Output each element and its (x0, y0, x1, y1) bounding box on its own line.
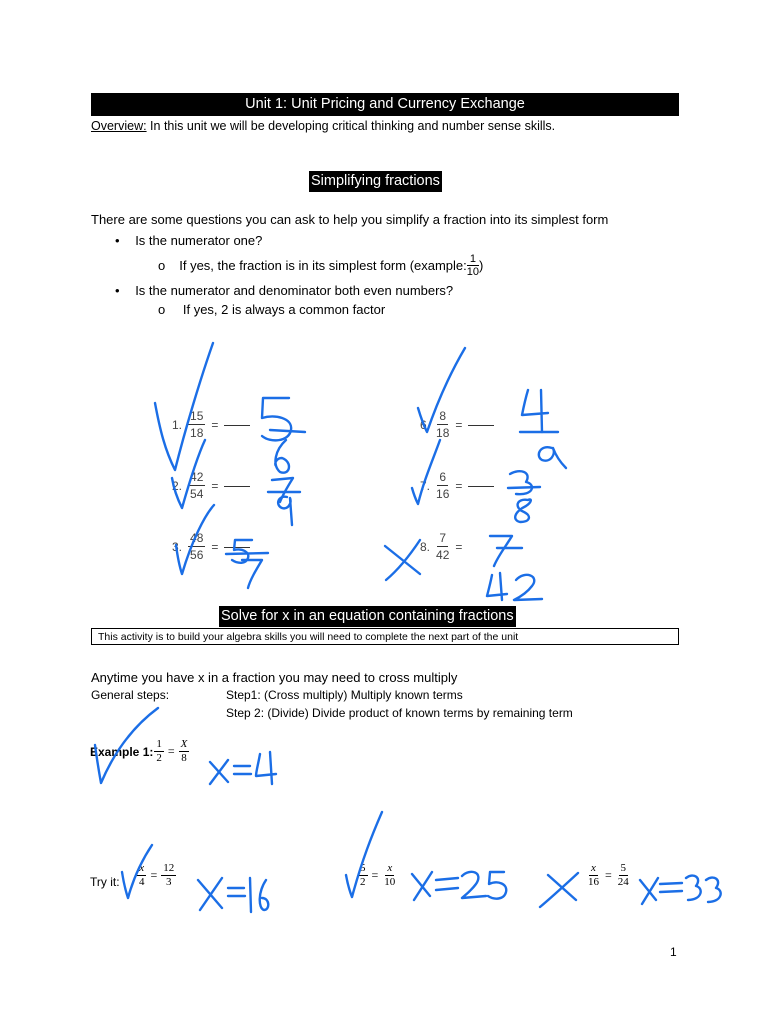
bullet-item (115, 283, 453, 298)
right-fraction (160, 862, 177, 889)
problem-fraction (188, 408, 205, 441)
answer-blank (224, 486, 250, 487)
problem-number: 8. (420, 539, 431, 554)
frac-den: 18 (190, 426, 204, 440)
example-left-fraction (153, 738, 165, 765)
frac-num: x (139, 862, 145, 874)
problem-6 (420, 408, 494, 441)
handwritten-answer (242, 560, 262, 588)
equals-sign: = (455, 478, 463, 493)
frac-den: 24 (617, 876, 629, 888)
handwritten-answer (462, 872, 486, 898)
frac-num: 42 (190, 470, 204, 484)
frac-num: x (387, 862, 393, 874)
frac-num: X (180, 738, 188, 750)
frac-den: 42 (436, 548, 450, 562)
handwritten-answer (490, 536, 512, 566)
frac-den: 16 (588, 876, 599, 888)
try-equation-1 (136, 862, 177, 889)
example-1 (90, 738, 190, 765)
frac-den: 10 (466, 266, 480, 278)
handwritten-answer (272, 478, 293, 502)
equals-sign: = (455, 417, 463, 432)
equals-sign: = (605, 868, 612, 882)
handwritten-answer (539, 447, 566, 468)
answer-blank (468, 425, 494, 426)
try-equation-2 (357, 862, 398, 889)
frac-num: 7 (439, 531, 447, 545)
frac-num: 15 (190, 409, 204, 423)
try-equation-3 (585, 862, 632, 889)
bullet-dot: • (115, 233, 120, 248)
handwritten-answer (640, 878, 658, 904)
handwritten-answer (514, 575, 542, 600)
handwritten-answer (278, 497, 292, 525)
problem-number: 7. (420, 478, 431, 493)
handwritten-answer (686, 876, 701, 900)
sub-bullet-item (158, 253, 483, 278)
bullet-item (115, 233, 262, 248)
sub-bullet-end: ) (479, 258, 484, 273)
right-fraction (615, 862, 632, 889)
answer-blank (224, 425, 250, 426)
handwritten-answer (487, 573, 507, 600)
equals-sign: = (167, 744, 175, 758)
handwritten-answer (210, 760, 228, 784)
handwritten-answer (706, 878, 721, 902)
handwritten-answer (228, 888, 245, 896)
bullet-text: Is the numerator and denominator both even numbers? (135, 283, 454, 298)
handwritten-answer (508, 487, 540, 488)
handwritten-answer (660, 883, 682, 892)
example-right-fraction (178, 738, 191, 765)
handwritten-answer (256, 752, 276, 784)
problem-3 (172, 530, 250, 563)
frac-den: 56 (190, 548, 204, 562)
frac-num: 12 (163, 862, 175, 874)
page-number: 1 (670, 945, 677, 959)
overview-text: In this unit we will be developing critical thinking and number sense skills. (146, 119, 556, 133)
example-label: Example 1: (90, 744, 154, 759)
right-fraction (381, 862, 398, 889)
overview-line (91, 119, 555, 133)
handwritten-answer (488, 872, 506, 899)
section-heading-simplifying: Simplifying fractions (309, 171, 442, 192)
problem-fraction (188, 469, 205, 502)
general-steps-label: General steps: (91, 688, 170, 702)
sub-bullet-text: If yes, 2 is always a common factor (182, 302, 386, 317)
frac-num: 1 (156, 738, 162, 750)
example-fraction (467, 253, 479, 278)
equals-sign: = (150, 868, 158, 882)
frac-den: 2 (156, 752, 162, 764)
frac-num: x (591, 862, 596, 874)
step-2: Step 2: (Divide) Divide product of known terms by remaining term (226, 706, 573, 720)
frac-num: 48 (190, 531, 204, 545)
bullet-dot: • (115, 283, 120, 298)
sub-bullet-marker: o (158, 258, 166, 273)
problem-fraction (436, 408, 449, 441)
handwritten-answer (262, 398, 291, 440)
handwritten-answer (515, 499, 531, 522)
frac-num: 5 (360, 862, 366, 874)
equals-sign: = (211, 539, 219, 554)
try-it-label: Try it: (90, 875, 120, 889)
problem-2 (172, 469, 250, 502)
handwritten-answer (270, 430, 305, 432)
equals-sign: = (371, 868, 379, 882)
handwritten-answer (198, 878, 222, 910)
handwritten-answer (436, 878, 458, 890)
simplify-intro: There are some questions you can ask to help you simplify a fraction into its simplest form (91, 212, 609, 227)
problem-number: 6. (420, 417, 431, 432)
left-fraction (136, 862, 148, 889)
frac-den: 4 (139, 876, 145, 888)
section-heading-solve-for-x: Solve for x in an equation containing fractions (219, 606, 516, 627)
frac-num: 1 (469, 253, 476, 265)
problem-number: 2. (172, 478, 183, 493)
frac-den: 54 (190, 487, 204, 501)
handwritten-answer (275, 440, 289, 473)
cross-multiply-intro: Anytime you have x in a fraction you may need to cross multiply (91, 670, 458, 685)
handwritten-answer (234, 766, 251, 774)
handwritten-answer (260, 880, 269, 910)
overview-label: Overview: (91, 119, 147, 133)
bullet-text: Is the numerator one? (135, 233, 263, 248)
problem-number: 3. (172, 539, 183, 554)
problem-8 (420, 530, 462, 563)
unit-title-bar: Unit 1: Unit Pricing and Currency Exchange (91, 93, 679, 116)
frac-den: 8 (181, 752, 187, 764)
handwritten-answer (412, 872, 432, 900)
problem-fraction (436, 530, 449, 563)
frac-num: 8 (439, 409, 447, 423)
answer-blank (468, 486, 494, 487)
equals-sign: = (455, 539, 463, 554)
frac-den: 2 (360, 876, 366, 888)
frac-den: 18 (436, 426, 450, 440)
sub-bullet-marker: o (158, 302, 166, 317)
problem-fraction (188, 530, 205, 563)
handwritten-answer (250, 878, 251, 912)
frac-den: 10 (384, 876, 396, 888)
frac-num: 6 (439, 470, 447, 484)
cross-mark-icon (540, 873, 578, 907)
step-1: Step1: (Cross multiply) Multiply known terms (226, 688, 463, 702)
equals-sign: = (211, 417, 219, 432)
equals-sign: = (211, 478, 219, 493)
problem-7 (420, 469, 494, 502)
problem-1 (172, 408, 250, 441)
frac-den: 3 (166, 876, 172, 888)
handwritten-answer (510, 471, 532, 494)
left-fraction (357, 862, 369, 889)
sub-bullet-item (158, 302, 385, 317)
activity-note-box: This activity is to build your algebra skills you will need to complete the next part of the unit (91, 628, 679, 645)
left-fraction (585, 862, 602, 889)
answer-blank (224, 547, 250, 548)
problem-number: 1. (172, 417, 183, 432)
sub-bullet-text: If yes, the fraction is in its simplest form (example: (179, 258, 467, 273)
cross-mark-icon (385, 540, 420, 580)
frac-num: 5 (620, 862, 627, 874)
problem-fraction (436, 469, 449, 502)
frac-den: 16 (436, 487, 450, 501)
checkmark-icon (155, 343, 213, 470)
handwritten-answer (522, 390, 548, 432)
